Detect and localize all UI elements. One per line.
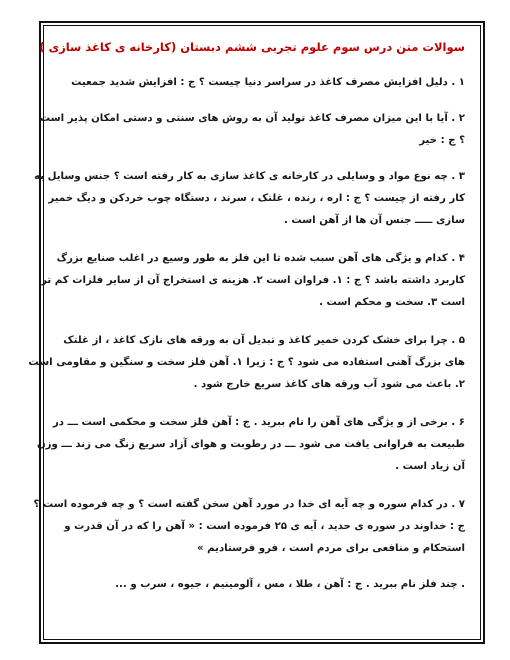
question-line: ۵ . چرا برای خشک کردن خمیر کاغذ و تبدیل آن به ورقه های نازک کاغذ ، از غلتک — [63, 335, 465, 346]
question-item — [34, 166, 465, 232]
question-item — [62, 72, 465, 94]
question-line: طبیعت به فراوانی یافت می شود ـــ در رطوبت و هوای آزاد سریع زنگ می زند ـــ وزن — [36, 439, 465, 450]
question-line: ۴ . کدام و یژگی های آهن سبب شده تا این فلز به طور وسیع در اغلب صنایع بزرگ — [56, 253, 465, 264]
question-line: ۶ . برخی از و یژگی های آهن را نام ببرید . ج : آهن فلز سخت و محکمی است ـــ در — [52, 417, 465, 428]
page-title: سوالات متن درس سوم علوم تجربی ششم دبستان (کارخانه ی کاغذ سازی ) — [39, 40, 465, 54]
question-line: ۷ . در کدام سوره و چه آیه ای خدا در مورد آهن سخن گفته است ؟ و چه فرموده است ؟ — [33, 499, 465, 510]
question-line: استحکام و منافعی برای مردم است ، فرو فرستادیم » — [197, 543, 465, 554]
question-line: کار رفته از چیست ؟ ج : اره ، رنده ، غلتک ، سرند ، دستگاه چوب خردکن و دیگ خمیر — [48, 193, 465, 204]
question-list — [28, 72, 465, 596]
question-line: . چند فلز نام ببرید . ج : آهن ، طلا ، مس ، آلومینیم ، جیوه ، سرب و ... — [115, 579, 465, 590]
question-line: ۲ . آیا با این میزان مصرف کاغذ تولید آن به روش های سنتی و دستی امکان پذیر است — [39, 113, 465, 124]
question-line: ۱ . دلیل افزایش مصرف کاغذ در سراسر دنیا چیست ؟ ج : افزایش شدید جمعیت — [71, 77, 465, 88]
question-line: ج : خداوند در سوره ی حدید ، آیه ی ۲۵ فرموده است : « آهن را که در آن قدرت و — [64, 521, 465, 532]
question-item — [28, 330, 465, 396]
question-line: های بزرگ آهنی استفاده می شود ؟ ج : زیرا ۱. آهن فلز سخت و سنگین و مقاومی است — [28, 357, 465, 368]
question-item — [39, 108, 465, 152]
question-line: ۲. باعث می شود آب ورقه های کاغذ سریع خارج شود . — [193, 379, 465, 390]
question-line: کاربرد داشته باشد ؟ ج : ۱. فراوان است ۲. هزینه ی استخراج آن از سایر فلزات کم تر — [41, 275, 465, 286]
question-line: است ۳. سخت و محکم است . — [319, 297, 465, 308]
question-item — [41, 248, 465, 314]
question-line: سازی ـــــ جنس آن ها از آهن است . — [283, 215, 465, 226]
question-item — [33, 494, 465, 560]
question-line: ۳ . چه نوع مواد و وسایلی در کارخانه ی کاغذ سازی به کار رفته است ؟ جنس وسایل به — [34, 171, 465, 182]
question-line: ؟ ج : خیر — [419, 135, 465, 146]
question-item — [62, 574, 465, 596]
question-item — [36, 412, 465, 478]
question-line: آن زیاد است . — [395, 461, 465, 472]
